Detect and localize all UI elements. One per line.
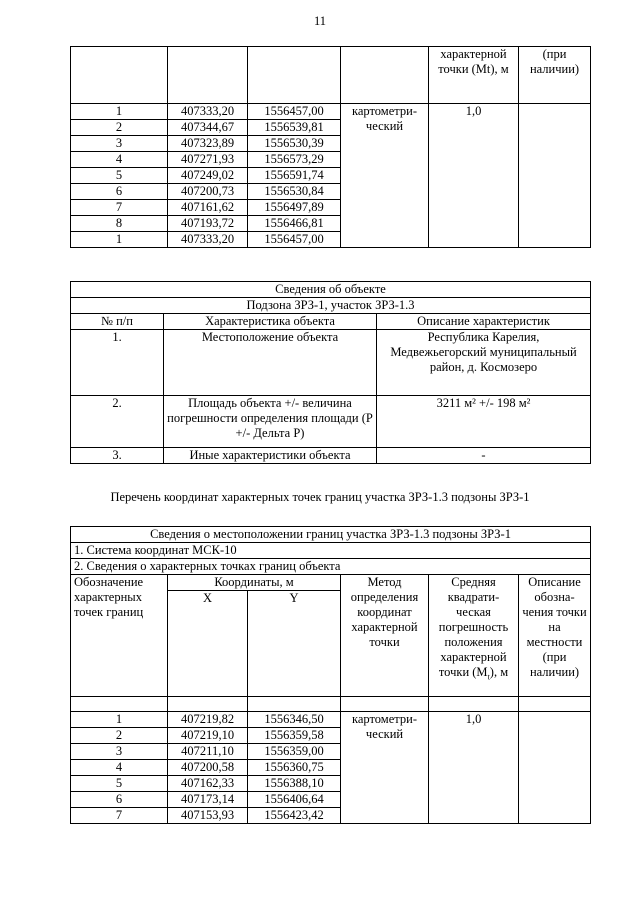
y-header: Y [248,591,341,697]
coord-y: 1556388,10 [248,776,341,792]
coord-y: 1556359,00 [248,744,341,760]
coord-y: 1556530,39 [248,136,341,152]
coord-x: 407153,93 [168,808,248,824]
point-number: 3 [71,744,168,760]
boundary-location-table [70,526,591,824]
coordinates-header: Координаты, м [168,575,341,591]
coord-y: 1556359,58 [248,728,341,744]
column-header: № п/п [71,314,164,330]
point-number: 5 [71,776,168,792]
characteristic: Площадь объекта +/- величина погрешности определения площади (P +/- Дельта P) [164,396,377,448]
object-info-title: Сведения об объекте [71,282,591,298]
point-number: 6 [71,792,168,808]
coord-y: 1556457,00 [248,104,341,120]
coord-y: 1556591,74 [248,168,341,184]
coord-y: 1556360,75 [248,760,341,776]
points-section-title: 2. Сведения о характерных точках границ объекта [71,559,591,575]
coord-x: 407333,20 [168,104,248,120]
method-header: Метод определения координат характерной точки [341,575,429,697]
point-number: 4 [71,152,168,168]
coordinates-list-title: Перечень координат характерных точек границ участка ЗРЗ-1.3 подзоны ЗРЗ-1 [110,490,530,504]
coord-x: 407161,62 [168,200,248,216]
coord-y: 1556406,64 [248,792,341,808]
coordinates-table-continued [70,46,591,248]
table3-method: картометри-ческий [341,712,429,824]
coord-x: 407219,10 [168,728,248,744]
table-row [71,396,591,448]
table1-accuracy-header: характерной точки (Мt), м [429,47,519,104]
table3-accuracy: 1,0 [429,712,519,824]
object-info-table [70,281,591,464]
coord-x: 407333,20 [168,232,248,248]
column-header: Описание характеристик [377,314,591,330]
point-number: 1 [71,232,168,248]
point-number: 5 [71,168,168,184]
point-number: 4 [71,760,168,776]
table1-desc-header: (при наличии) [519,47,591,104]
row-number: 1. [71,330,164,396]
coord-x: 407193,72 [168,216,248,232]
point-number: 1 [71,712,168,728]
row-number: 2. [71,396,164,448]
table1-method: картометри-ческий [341,104,429,248]
page-number: 11 [313,14,327,28]
coord-x: 407162,33 [168,776,248,792]
coord-y: 1556497,89 [248,200,341,216]
table1-header-row [71,47,591,104]
boundary-header-row [71,575,591,591]
point-number: 7 [71,808,168,824]
object-info-subtitle: Подзона ЗРЗ-1, участок ЗРЗ-1.3 [71,298,591,314]
coord-x: 407323,89 [168,136,248,152]
table1-accuracy: 1,0 [429,104,519,248]
coord-y: 1556423,42 [248,808,341,824]
characteristic-description: Республика Карелия, Медвежьегорский муниципальный район, д. Космозеро [377,330,591,396]
table-row [71,104,591,120]
point-number: 6 [71,184,168,200]
coord-y: 1556530,84 [248,184,341,200]
table-row [71,712,591,728]
table3-description [519,712,591,824]
coord-x: 407200,58 [168,760,248,776]
characteristic: Местоположение объекта [164,330,377,396]
coordinate-system: 1. Система координат МСК-10 [71,543,591,559]
point-number: 7 [71,200,168,216]
characteristic: Иные характеристики объекта [164,448,377,464]
coord-x: 407200,73 [168,184,248,200]
x-header: X [168,591,248,697]
point-number: 2 [71,728,168,744]
point-number: 2 [71,120,168,136]
table1-description [519,104,591,248]
coord-y: 1556457,00 [248,232,341,248]
characteristic-description: 3211 м² +/- 198 м² [377,396,591,448]
row-number: 3. [71,448,164,464]
point-number: 8 [71,216,168,232]
coord-x: 407249,02 [168,168,248,184]
column-header: Характеристика объекта [164,314,377,330]
point-designation-header: Обозначение характерных точек границ [71,575,168,697]
coord-y: 1556573,29 [248,152,341,168]
description-header: Описание обозна-чения точки на местности (при наличии) [519,575,591,697]
characteristic-description: - [377,448,591,464]
coord-x: 407344,67 [168,120,248,136]
coord-x: 407211,10 [168,744,248,760]
object-info-header-row [71,314,591,330]
boundary-table-title: Сведения о местоположении границ участка ЗРЗ-1.3 подзоны ЗРЗ-1 [71,527,591,543]
table-row [71,448,591,464]
accuracy-header: Средняя квадрати-ческая погрешность положения характерной точки $(М_t)$, м [429,575,519,697]
coord-y: 1556539,81 [248,120,341,136]
coord-x: 407219,82 [168,712,248,728]
coord-x: 407271,93 [168,152,248,168]
point-number: 1 [71,104,168,120]
coord-y: 1556346,50 [248,712,341,728]
coord-x: 407173,14 [168,792,248,808]
coord-y: 1556466,81 [248,216,341,232]
point-number: 3 [71,136,168,152]
table-row [71,330,591,396]
